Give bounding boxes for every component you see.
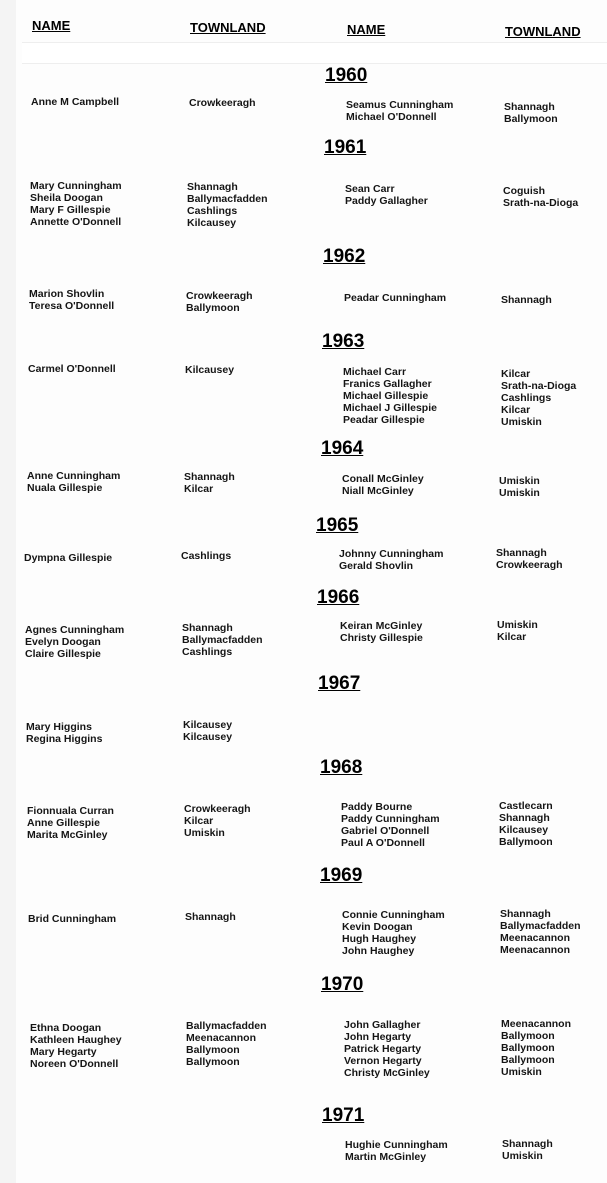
townland-cell: Ballymacfadden bbox=[500, 920, 581, 932]
right-names-column bbox=[340, 620, 423, 644]
townland-cell: Shannagh bbox=[504, 101, 555, 113]
townland-cell: Meenacannon bbox=[186, 1032, 257, 1044]
year-heading: 1960 bbox=[325, 65, 368, 86]
name-cell: Connie Cunningham bbox=[342, 909, 445, 921]
year-heading: 1961 bbox=[324, 137, 367, 158]
name-cell: Michael Gillespie bbox=[343, 390, 429, 402]
townland-cell: Shannagh bbox=[496, 547, 547, 559]
townland-cell: Kilcausey bbox=[183, 731, 233, 743]
townland-cell: Umiskin bbox=[497, 619, 538, 631]
right-names-column bbox=[346, 99, 453, 123]
townland-cell: Ballymacfadden bbox=[187, 193, 268, 205]
name-cell: Peadar Gillespie bbox=[343, 414, 425, 426]
right-townlands-column bbox=[496, 547, 563, 571]
header-name-right: NAME bbox=[347, 22, 386, 37]
year-heading: 1969 bbox=[320, 865, 363, 886]
townland-cell: Crowkeeragh bbox=[186, 290, 253, 302]
right-names-column bbox=[345, 183, 428, 207]
townland-cell: Cashlings bbox=[501, 392, 552, 404]
name-cell: John Gallagher bbox=[344, 1019, 421, 1031]
name-cell: Mary Higgins bbox=[26, 721, 92, 733]
townland-cell: Ballymoon bbox=[501, 1054, 555, 1066]
year-heading: 1970 bbox=[321, 974, 364, 995]
left-names-column bbox=[27, 470, 120, 494]
name-cell: Niall McGinley bbox=[342, 485, 414, 497]
name-cell: Evelyn Doogan bbox=[25, 636, 101, 648]
name-cell: Regina Higgins bbox=[26, 733, 103, 745]
right-townlands-column bbox=[501, 294, 552, 306]
right-names-column bbox=[341, 801, 440, 849]
left-townlands-column bbox=[183, 719, 232, 743]
townland-cell: Ballymoon bbox=[186, 302, 240, 314]
name-cell: Nuala Gillespie bbox=[27, 482, 103, 494]
right-names-column bbox=[344, 292, 446, 304]
year-heading: 1962 bbox=[323, 246, 366, 267]
name-cell: Christy McGinley bbox=[344, 1067, 430, 1079]
name-cell: Martin McGinley bbox=[345, 1151, 427, 1163]
left-names-column bbox=[24, 552, 112, 564]
townland-cell: Shannagh bbox=[182, 622, 233, 634]
right-townlands-column bbox=[502, 1138, 553, 1162]
year-heading: 1963 bbox=[322, 331, 365, 352]
left-townlands-column bbox=[186, 290, 253, 314]
townland-cell: Crowkeeragh bbox=[189, 97, 256, 109]
name-cell: Michael Carr bbox=[343, 366, 407, 378]
name-cell: Agnes Cunningham bbox=[25, 624, 125, 636]
townland-cell: Ballymacfadden bbox=[186, 1020, 267, 1032]
left-names-column bbox=[31, 96, 119, 108]
left-townlands-column bbox=[182, 622, 263, 658]
left-names-column bbox=[27, 805, 114, 841]
townland-cell: Kilcar bbox=[501, 368, 531, 380]
townland-cell: Ballymacfadden bbox=[182, 634, 263, 646]
header-divider-band bbox=[22, 42, 607, 64]
townland-cell: Meenacannon bbox=[501, 1018, 572, 1030]
name-cell: Sean Carr bbox=[345, 183, 395, 195]
header-townland-right: TOWNLAND bbox=[505, 24, 581, 39]
townland-cell: Cashlings bbox=[187, 205, 238, 217]
name-cell: Anne M Campbell bbox=[31, 96, 120, 108]
name-cell: Ethna Doogan bbox=[30, 1022, 102, 1034]
townland-cell: Kilcar bbox=[497, 631, 527, 643]
right-names-column bbox=[344, 1019, 430, 1079]
header-name-left: NAME bbox=[32, 18, 71, 33]
left-names-column bbox=[29, 288, 114, 312]
name-cell: Mary Hegarty bbox=[30, 1046, 97, 1058]
left-townlands-column bbox=[185, 911, 236, 923]
name-cell: Kathleen Haughey bbox=[30, 1034, 122, 1046]
townland-cell: Cashlings bbox=[182, 646, 233, 658]
name-cell: Paul A O'Donnell bbox=[341, 837, 425, 849]
name-cell: Annette O'Donnell bbox=[30, 216, 122, 228]
townland-cell: Shannagh bbox=[187, 181, 238, 193]
name-cell: Claire Gillespie bbox=[25, 648, 101, 660]
townland-cell: Ballymoon bbox=[504, 113, 558, 125]
name-cell: Paddy Gallagher bbox=[345, 195, 428, 207]
name-cell: Peadar Cunningham bbox=[344, 292, 447, 304]
townland-cell: Ballymoon bbox=[186, 1056, 240, 1068]
year-heading: 1965 bbox=[316, 515, 359, 536]
left-names-column bbox=[28, 913, 116, 925]
name-cell: Vernon Hegarty bbox=[344, 1055, 422, 1067]
name-cell: Gabriel O'Donnell bbox=[341, 825, 430, 837]
name-cell: Christy Gillespie bbox=[340, 632, 423, 644]
townland-cell: Ballymoon bbox=[501, 1042, 555, 1054]
left-townlands-column bbox=[186, 1020, 267, 1068]
left-names-column bbox=[25, 624, 124, 660]
name-cell: Anne Gillespie bbox=[27, 817, 100, 829]
townland-cell: Kilcar bbox=[501, 404, 531, 416]
name-cell: Seamus Cunningham bbox=[346, 99, 454, 111]
left-townlands-column bbox=[184, 803, 251, 839]
townland-cell: Meenacannon bbox=[500, 932, 571, 944]
townland-cell: Kilcar bbox=[184, 815, 214, 827]
left-names-column bbox=[30, 180, 122, 228]
townland-cell: Umiskin bbox=[499, 475, 540, 487]
townland-cell: Umiskin bbox=[501, 416, 542, 428]
name-cell: Dympna Gillespie bbox=[24, 552, 113, 564]
townland-cell: Umiskin bbox=[502, 1150, 543, 1162]
right-townlands-column bbox=[497, 619, 538, 643]
name-cell: Marion Shovlin bbox=[29, 288, 105, 300]
name-cell: Teresa O'Donnell bbox=[29, 300, 115, 312]
townland-cell: Kilcausey bbox=[185, 364, 235, 376]
left-names-column bbox=[28, 363, 116, 375]
townland-cell: Kilcar bbox=[184, 483, 214, 495]
name-cell: Johnny Cunningham bbox=[339, 548, 444, 560]
townland-cell: Shannagh bbox=[184, 471, 235, 483]
townland-cell: Ballymoon bbox=[499, 836, 553, 848]
right-townlands-column bbox=[504, 101, 558, 125]
name-cell: Gerald Shovlin bbox=[339, 560, 414, 572]
townland-cell: Crowkeeragh bbox=[184, 803, 251, 815]
name-cell: Mary F Gillespie bbox=[30, 204, 111, 216]
year-heading: 1967 bbox=[318, 673, 361, 694]
right-names-column bbox=[339, 548, 443, 572]
townland-cell: Srath-na-Dioga bbox=[503, 197, 579, 209]
year-heading: 1971 bbox=[322, 1105, 365, 1126]
townland-cell: Kilcausey bbox=[187, 217, 237, 229]
header-townland-left: TOWNLAND bbox=[190, 20, 266, 35]
left-names-column bbox=[26, 721, 102, 745]
name-cell: John Hegarty bbox=[344, 1031, 412, 1043]
year-heading: 1968 bbox=[320, 757, 363, 778]
left-townlands-column bbox=[184, 471, 235, 495]
left-townlands-column bbox=[189, 97, 256, 109]
townland-cell: Kilcausey bbox=[499, 824, 549, 836]
townland-cell: Crowkeeragh bbox=[496, 559, 563, 571]
name-cell: John Haughey bbox=[342, 945, 415, 957]
name-cell: Marita McGinley bbox=[27, 829, 108, 841]
townland-cell: Shannagh bbox=[500, 908, 551, 920]
name-cell: Sheila Doogan bbox=[30, 192, 103, 204]
right-names-column bbox=[345, 1139, 448, 1163]
townland-cell: Umiskin bbox=[499, 487, 540, 499]
name-cell: Mary Cunningham bbox=[30, 180, 122, 192]
townland-cell: Umiskin bbox=[184, 827, 225, 839]
townland-cell: Coguish bbox=[503, 185, 545, 197]
townland-cell: Srath-na-Dioga bbox=[501, 380, 577, 392]
right-names-column bbox=[342, 909, 445, 957]
name-cell: Keiran McGinley bbox=[340, 620, 423, 632]
name-cell: Brid Cunningham bbox=[28, 913, 117, 925]
right-townlands-column bbox=[500, 908, 581, 956]
name-cell: Michael J Gillespie bbox=[343, 402, 437, 414]
name-cell: Patrick Hegarty bbox=[344, 1043, 422, 1055]
right-townlands-column bbox=[503, 185, 578, 209]
name-cell: Conall McGinley bbox=[342, 473, 424, 485]
left-names-column bbox=[30, 1022, 122, 1070]
name-cell: Kevin Doogan bbox=[342, 921, 413, 933]
right-names-column bbox=[342, 473, 424, 497]
year-heading: 1964 bbox=[321, 438, 364, 459]
left-townlands-column bbox=[187, 181, 268, 229]
year-heading: 1966 bbox=[317, 587, 360, 608]
townland-cell: Shannagh bbox=[501, 294, 552, 306]
name-cell: Noreen O'Donnell bbox=[30, 1058, 119, 1070]
townland-cell: Shannagh bbox=[502, 1138, 553, 1150]
townland-cell: Ballymoon bbox=[186, 1044, 240, 1056]
name-cell: Paddy Bourne bbox=[341, 801, 413, 813]
townland-cell: Ballymoon bbox=[501, 1030, 555, 1042]
name-cell: Hughie Cunningham bbox=[345, 1139, 448, 1151]
right-townlands-column bbox=[501, 1018, 571, 1078]
name-cell: Hugh Haughey bbox=[342, 933, 417, 945]
left-townlands-column bbox=[185, 364, 234, 376]
townland-cell: Meenacannon bbox=[500, 944, 571, 956]
name-cell: Carmel O'Donnell bbox=[28, 363, 116, 375]
townland-cell: Cashlings bbox=[181, 550, 232, 562]
name-cell: Franics Gallagher bbox=[343, 378, 432, 390]
townland-cell: Castlecarn bbox=[499, 800, 553, 812]
right-townlands-column bbox=[501, 368, 576, 428]
townland-cell: Shannagh bbox=[185, 911, 236, 923]
townland-cell: Shannagh bbox=[499, 812, 550, 824]
right-names-column bbox=[343, 366, 437, 426]
name-cell: Paddy Cunningham bbox=[341, 813, 440, 825]
townland-cell: Kilcausey bbox=[183, 719, 233, 731]
right-townlands-column bbox=[499, 800, 553, 848]
name-cell: Anne Cunningham bbox=[27, 470, 121, 482]
name-cell: Fionnuala Curran bbox=[27, 805, 114, 817]
right-townlands-column bbox=[499, 475, 540, 499]
name-cell: Michael O'Donnell bbox=[346, 111, 437, 123]
townland-cell: Umiskin bbox=[501, 1066, 542, 1078]
left-townlands-column bbox=[181, 550, 231, 562]
